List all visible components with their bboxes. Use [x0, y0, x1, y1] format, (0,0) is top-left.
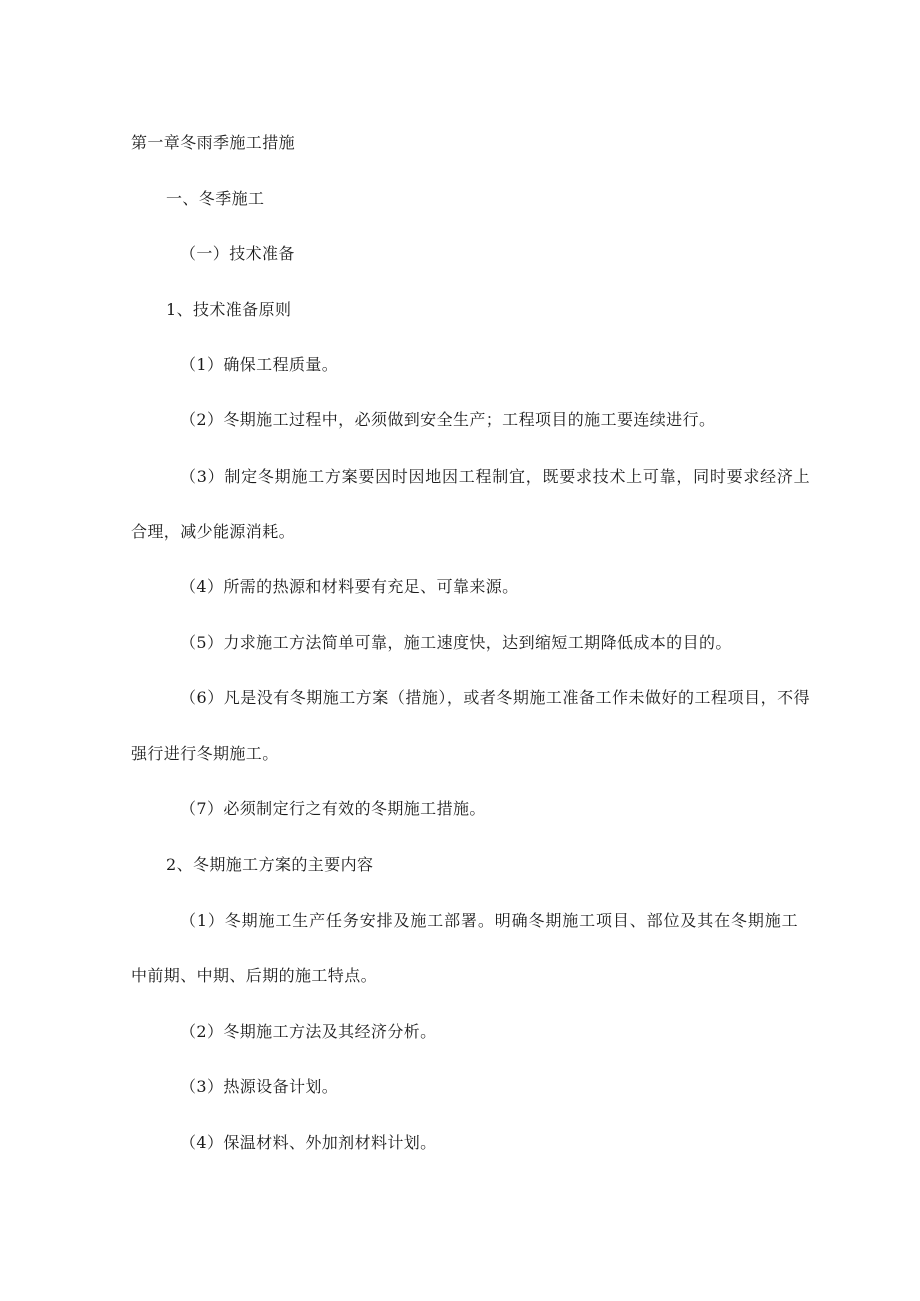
item2-point-3: （3）热源设备计划。	[180, 1077, 339, 1096]
item1-point-6-line-1: （6）凡是没有冬期施工方案（措施），或者冬期施工准备工作未做好的工程项目，不得	[180, 688, 810, 707]
item1-point-1: （1）确保工程质量。	[180, 355, 339, 374]
item1-point-2: （2）冬期施工过程中，必须做到安全生产；工程项目的施工要连续进行。	[180, 410, 716, 429]
item2-point-1-line-2: 中前期、中期、后期的施工特点。	[131, 966, 378, 985]
item2-point-4: （4）保温材料、外加剂材料计划。	[180, 1133, 437, 1152]
item1-point-4: （4）所需的热源和材料要有充足、可靠来源。	[180, 577, 519, 596]
item2-heading: 2、冬期施工方案的主要内容	[166, 855, 374, 874]
item2-point-2: （2）冬期施工方法及其经济分析。	[180, 1022, 437, 1041]
item1-point-3-line-1: （3）制定冬期施工方案要因时因地因工程制宜，既要求技术上可靠，同时要求经济上	[180, 467, 810, 486]
item1-point-6-line-2: 强行进行冬期施工。	[131, 744, 279, 763]
item1-point-3-line-2: 合理，减少能源消耗。	[131, 522, 296, 541]
item1-point-5: （5）力求施工方法简单可靠，施工速度快，达到缩短工期降低成本的目的。	[180, 633, 732, 652]
chapter-title: 第一章冬雨季施工措施	[131, 133, 296, 152]
item2-point-1-line-1: （1）冬期施工生产任务安排及施工部署。明确冬期施工项目、部位及其在冬期施工	[180, 911, 798, 930]
item1-point-7: （7）必须制定行之有效的冬期施工措施。	[180, 799, 486, 818]
section-title: 一、冬季施工	[166, 189, 265, 208]
item1-heading: 1、技术准备原则	[166, 300, 292, 319]
subsection-title: （一）技术准备	[180, 244, 295, 263]
